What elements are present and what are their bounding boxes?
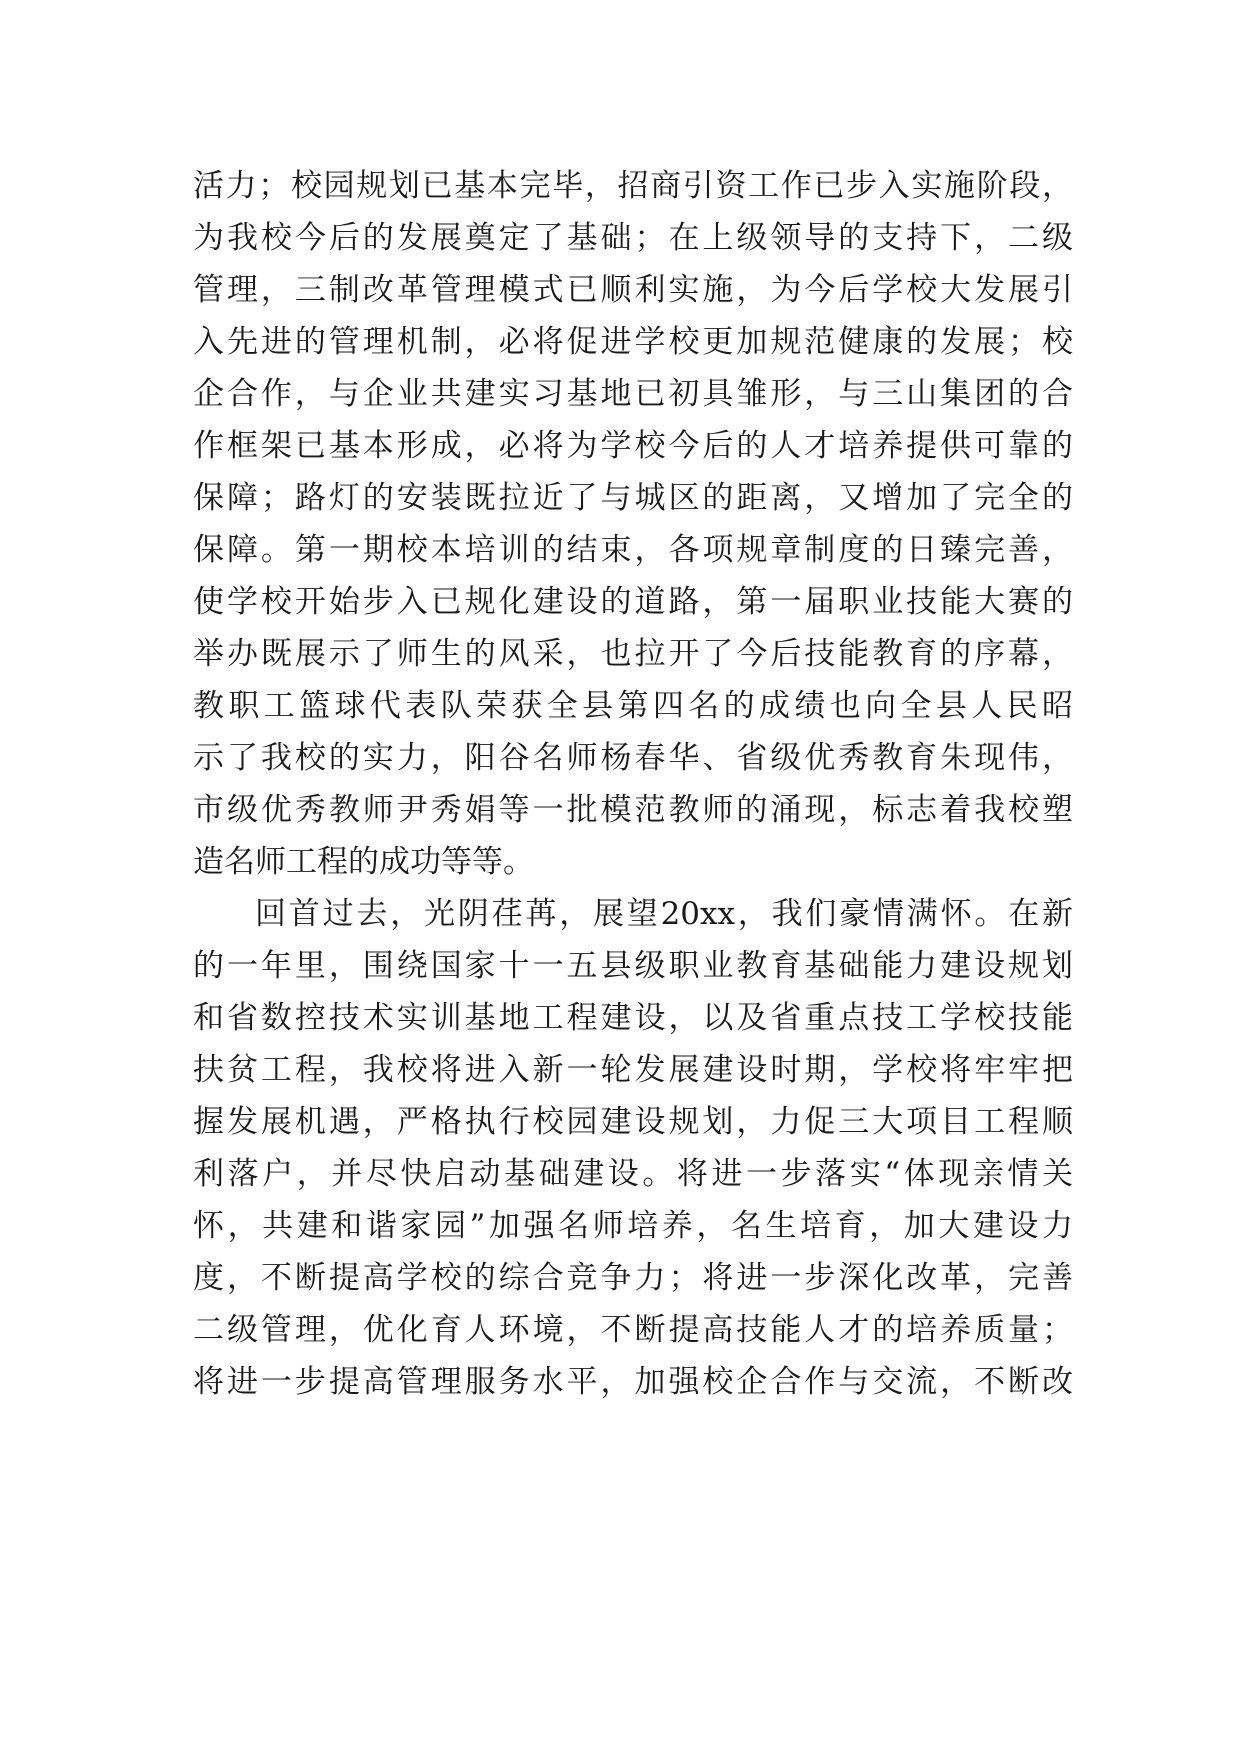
text-line: 的一年里，围绕国家十一五县级职业教育基础能力建设规划 [193,948,1073,984]
text-line: 怀，共建和谐家园”加强名师培养，名生培育，加大建设力 [193,1208,1073,1244]
text-line: 入先进的管理机制，必将促进学校更加规范健康的发展；校 [193,324,1073,360]
text-line: 举办既展示了师生的风采，也拉开了今后技能教育的序幕， [193,636,1073,672]
text-line: 作框架已基本形成，必将为学校今后的人才培养提供可靠的 [193,428,1073,464]
text-line: 将进一步提高管理服务水平，加强校企合作与交流，不断改 [193,1364,1073,1400]
text-line: 保障。第一期校本培训的结束，各项规章制度的日臻完善， [193,532,1073,568]
text-line: 回首过去，光阴荏苒，展望20xx，我们豪情满怀。在新 [255,896,1073,932]
text-line: 教职工篮球代表队荣获全县第四名的成绩也向全县人民昭 [193,688,1073,724]
text-line: 为我校今后的发展奠定了基础；在上级领导的支持下，二级 [193,220,1073,256]
text-line: 示了我校的实力，阳谷名师杨春华、省级优秀教育朱现伟， [193,740,1073,776]
text-line: 造名师工程的成功等等。 [193,844,534,880]
paragraph-1 [193,160,1073,888]
text-line: 市级优秀教师尹秀娟等一批模范教师的涌现，标志着我校塑 [193,792,1073,828]
document-body [193,160,1073,1408]
text-line: 使学校开始步入已规化建设的道路，第一届职业技能大赛的 [193,584,1073,620]
text-line: 度，不断提高学校的综合竞争力；将进一步深化改革，完善 [193,1260,1073,1296]
text-line: 扶贫工程，我校将进入新一轮发展建设时期，学校将牢牢把 [193,1052,1073,1088]
text-line: 保障；路灯的安装既拉近了与城区的距离，又增加了完全的 [193,480,1073,516]
text-line: 和省数控技术实训基地工程建设，以及省重点技工学校技能 [193,1000,1073,1036]
text-line: 企合作，与企业共建实习基地已初具雏形，与三山集团的合 [193,376,1073,412]
text-line: 利落户，并尽快启动基础建设。将进一步落实“体现亲情关 [193,1156,1073,1192]
text-line: 二级管理，优化育人环境，不断提高技能人才的培养质量； [193,1312,1073,1348]
text-line: 活力；校园规划已基本完毕，招商引资工作已步入实施阶段， [193,168,1073,204]
text-line: 管理，三制改革管理模式已顺利实施，为今后学校大发展引 [193,272,1073,308]
text-line: 握发展机遇，严格执行校园建设规划，力促三大项目工程顺 [193,1104,1073,1140]
paragraph-2 [193,888,1073,1408]
